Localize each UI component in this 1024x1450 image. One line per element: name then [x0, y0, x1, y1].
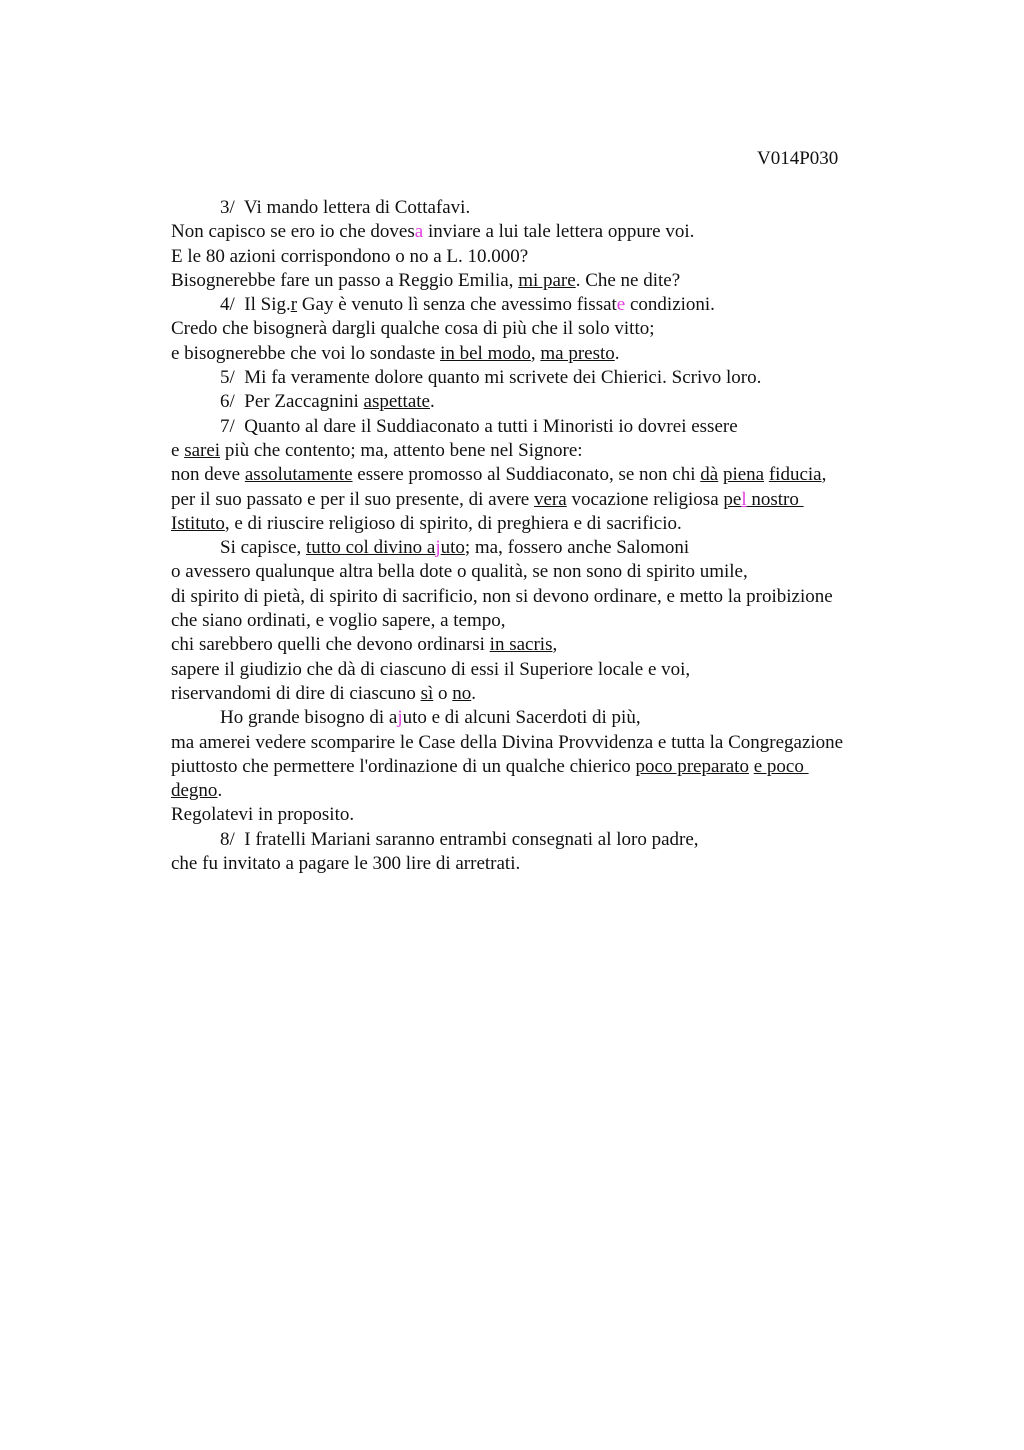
highlighted-correction: e: [616, 294, 626, 316]
underlined-text: no: [452, 682, 472, 704]
text-segment: 6/ Per Zaccagnini: [220, 391, 364, 413]
text-segment: sapere il giudizio che dà di ciascuno di essi il Superiore locale e voi,: [171, 658, 691, 680]
text-line: [171, 220, 931, 244]
underlined-text: in bel modo: [440, 342, 531, 364]
text-segment: 3/ Vi mando lettera di Cottafavi.: [220, 197, 471, 218]
text-segment: chi sarebbero quelli che devono ordinarsi: [171, 634, 490, 656]
text-segment: ; ma, fossero anche Salomoni: [464, 537, 690, 559]
text-segment: non deve: [171, 464, 245, 486]
text-line: [171, 463, 931, 487]
text-line: [171, 390, 931, 414]
text-segment: essere promosso al Suddiaconato, se non chi: [352, 464, 701, 486]
underlined-text: assolutamente: [244, 464, 353, 486]
highlighted-correction: j: [397, 707, 403, 729]
text-line: [171, 560, 931, 584]
text-segment: 5/ Mi fa veramente dolore quanto mi scrivete dei Chierici. Scrivo loro.: [220, 367, 762, 389]
highlighted-correction: l: [741, 488, 747, 510]
text-line: [171, 852, 931, 876]
text-segment: o avessero qualunque altra bella dote o qualità, se non sono di spirito umile,: [171, 561, 748, 583]
text-line: [171, 803, 931, 827]
text-segment: 8/ I fratelli Mariani saranno entrambi consegnati al loro padre,: [220, 828, 699, 850]
text-line: [171, 609, 931, 633]
text-line: [171, 755, 931, 779]
text-line: [171, 293, 931, 317]
text-line: [171, 633, 931, 657]
underlined-text: piena: [722, 464, 765, 486]
text-segment: Bisognerebbe fare un passo a Reggio Emilia,: [171, 269, 519, 291]
underlined-text: tutto col divino a: [306, 537, 436, 559]
underlined-text: uto: [440, 537, 465, 559]
text-segment: , e di riuscire religioso di spirito, di preghiera e di sacrificio.: [224, 512, 682, 534]
text-segment: più che contento; ma, attento bene nel Signore:: [220, 439, 583, 461]
text-line: [171, 536, 931, 560]
text-segment: .: [429, 391, 435, 413]
text-segment: .: [217, 780, 223, 802]
text-segment: 7/ Quanto al dare il Suddiaconato a tutti i Minoristi io dovrei essere: [220, 415, 738, 437]
underlined-text: Istituto: [171, 512, 225, 534]
text-line: [171, 196, 931, 220]
text-line: [171, 828, 931, 852]
text-segment: che siano ordinati, e voglio sapere, a tempo,: [171, 610, 506, 632]
underlined-text: dà: [700, 464, 719, 486]
text-line: [171, 779, 931, 803]
underlined-text: poco preparato: [635, 755, 749, 777]
underlined-text: pe: [723, 488, 742, 510]
text-line: [171, 342, 931, 366]
text-segment: e: [171, 439, 185, 461]
underlined-text: fiducia: [768, 464, 822, 486]
text-segment: .: [614, 342, 620, 364]
text-segment: Non capisco se ero io che doves: [171, 221, 415, 243]
underlined-text: degno: [171, 780, 218, 802]
text-line: [171, 245, 931, 269]
text-line: [171, 731, 931, 755]
underlined-text: r: [290, 294, 298, 316]
text-line: [171, 585, 931, 609]
text-segment: . Che ne dite?: [575, 269, 681, 291]
underlined-text: ma presto: [540, 342, 615, 364]
text-segment: ,: [530, 342, 541, 364]
underlined-text: aspettate: [363, 391, 430, 413]
text-segment: ,: [821, 464, 827, 486]
underlined-text: vera: [534, 488, 567, 510]
text-line: [171, 366, 931, 390]
text-line: [171, 317, 931, 341]
text-line: [171, 488, 931, 512]
text-segment: vocazione religiosa: [566, 488, 724, 510]
text-segment: Credo che bisognerà dargli qualche cosa di più che il solo vitto;: [171, 318, 655, 340]
text-line: [171, 512, 931, 536]
text-line: [171, 658, 931, 682]
page-code: V014P030: [757, 148, 839, 169]
text-segment: o: [433, 682, 453, 704]
text-segment: riservandomi di dire di ciascuno: [171, 682, 421, 704]
text-segment: Ho grande bisogno di a: [220, 707, 398, 729]
text-segment: e bisognerebbe che voi lo sondaste: [171, 342, 441, 364]
text-segment: .: [471, 682, 477, 704]
text-segment: che fu invitato a pagare le 300 lire di arretrati.: [171, 853, 521, 875]
underlined-text: in sacris: [489, 634, 553, 656]
text-segment: per il suo passato e per il suo presente, di avere: [171, 488, 534, 510]
text-segment: Si capisce,: [220, 537, 307, 559]
text-line: [171, 682, 931, 706]
underlined-text: sì: [420, 682, 434, 704]
text-segment: di spirito di pietà, di spirito di sacrificio, non si devono ordinare, e metto la proibizione: [171, 585, 833, 607]
text-line: [171, 439, 931, 463]
text-segment: uto e di alcuni Sacerdoti di più,: [402, 707, 641, 729]
text-line: [171, 706, 931, 730]
text-segment: piuttosto che permettere l'ordinazione di un qualche chierico: [171, 755, 636, 777]
letter-body: [171, 196, 931, 876]
underlined-text: sarei: [184, 439, 221, 461]
text-segment: 4/ Il Sig.: [220, 294, 291, 316]
underlined-text: mi pare: [518, 269, 576, 291]
text-line: [171, 269, 931, 293]
text-segment: E le 80 azioni corrispondono o no a L. 10.000?: [171, 245, 529, 267]
highlighted-correction: a: [414, 221, 424, 243]
highlighted-correction: j: [435, 537, 441, 559]
text-segment: Gay è venuto lì senza che avessimo fissat: [297, 294, 617, 316]
text-segment: Regolatevi in proposito.: [171, 804, 355, 826]
text-segment: condizioni.: [625, 294, 715, 316]
underlined-text: nostro: [746, 488, 804, 510]
underlined-text: e poco: [753, 755, 809, 777]
text-segment: inviare a lui tale lettera oppure voi.: [423, 221, 695, 243]
text-segment: ,: [552, 634, 558, 656]
text-segment: ma amerei vedere scomparire le Case della Divina Provvidenza e tutta la Congregazione: [171, 731, 844, 753]
text-line: [171, 415, 931, 439]
